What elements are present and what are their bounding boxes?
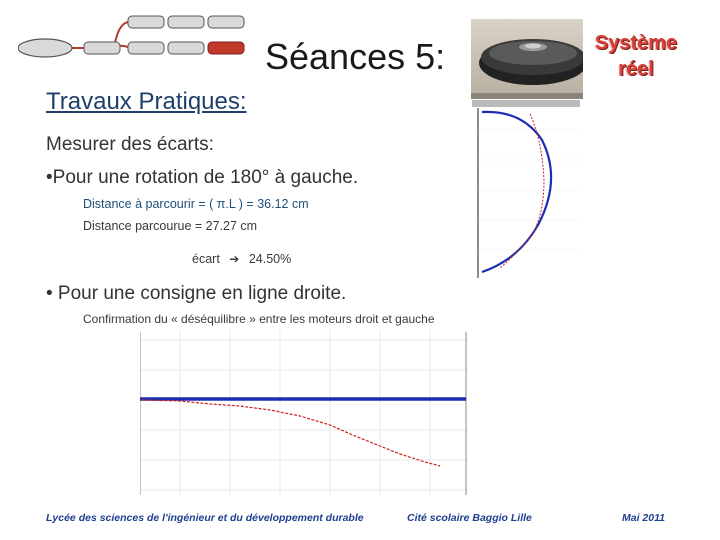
confirmation-text: Confirmation du « déséquilibre » entre les moteurs droit et gauche: [83, 312, 435, 326]
nav-node: [128, 42, 164, 54]
footer-school: Lycée des sciences de l'ingénieur et du développement durable: [46, 512, 364, 524]
robot-photo: [471, 19, 583, 99]
nav-node-active: [208, 42, 244, 54]
distance-parcourue: Distance parcourue = 27.27 cm: [83, 219, 258, 233]
nav-node: [84, 42, 120, 54]
progress-diagram: [18, 14, 248, 69]
distance-a-parcourir: Distance à parcourir = ( π.L ) = 36.12 cm: [83, 197, 309, 211]
bullet-straight-line: • Pour une consigne en ligne droite.: [46, 283, 347, 304]
badge-line2: réel: [618, 58, 654, 80]
nav-node: [168, 42, 204, 54]
arrow-right-icon: ➔: [229, 252, 240, 266]
systeme-reel-badge: [588, 30, 684, 82]
intro-text: Mesurer des écarts:: [46, 134, 214, 155]
bullet-rotation: •Pour une rotation de 180° à gauche.: [46, 167, 359, 188]
ecart-row: [192, 252, 291, 266]
footer-date: Mai 2011: [622, 512, 665, 524]
nav-node: [168, 16, 204, 28]
ecart-value: 24.50%: [248, 252, 292, 266]
slide-title: Séances 5:: [265, 36, 446, 77]
section-heading: Travaux Pratiques:: [46, 88, 247, 115]
footer-campus: Cité scolaire Baggio Lille: [407, 512, 532, 524]
ecart-label: écart: [192, 252, 220, 266]
nav-node: [208, 16, 244, 28]
rotation-trajectory-plot: [472, 100, 582, 280]
nav-node: [128, 16, 164, 28]
straight-line-deviation-plot: [140, 330, 470, 495]
badge-line1: Système: [594, 32, 678, 54]
nav-start-node: [18, 39, 72, 57]
